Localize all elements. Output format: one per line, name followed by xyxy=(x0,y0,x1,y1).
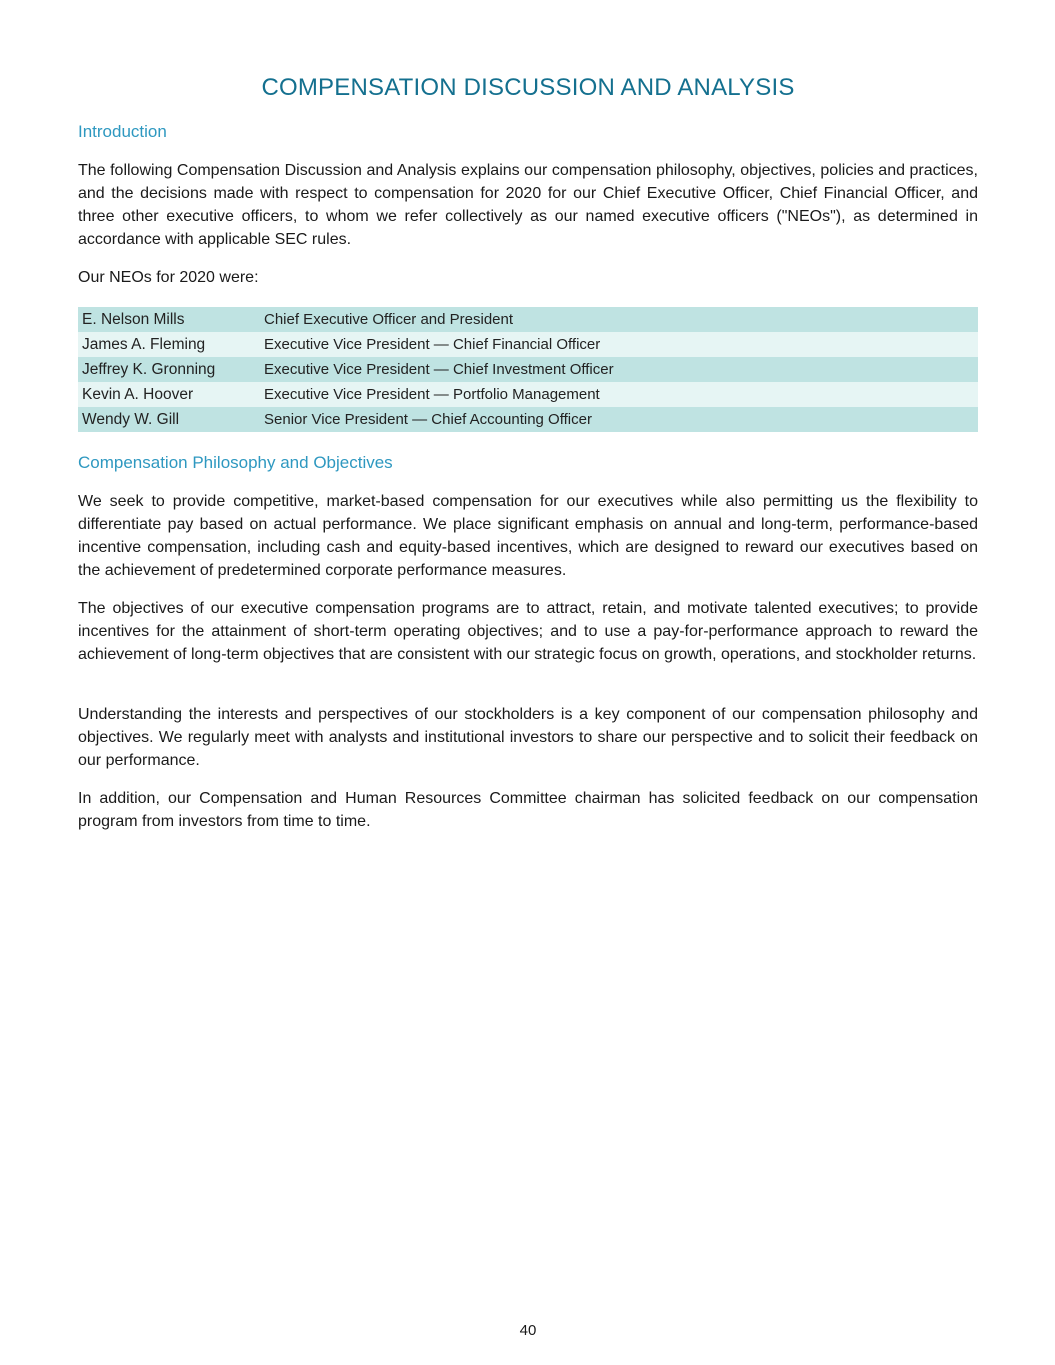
neo-name: Jeffrey K. Gronning xyxy=(78,357,260,382)
neo-title: Executive Vice President — Portfolio Management xyxy=(260,382,978,407)
neo-title: Executive Vice President — Chief Financial Officer xyxy=(260,332,978,357)
philosophy-heading: Compensation Philosophy and Objectives xyxy=(78,453,393,472)
neo-name: Kevin A. Hoover xyxy=(78,382,260,407)
feedback-paragraph: In addition, our Compensation and Human Resources Committee chairman has solicited feedback on our compensation program from investors from time to time. xyxy=(78,790,978,830)
neo-title: Executive Vice President — Chief Investment Officer xyxy=(260,357,978,382)
neo-table xyxy=(78,307,978,432)
table-row xyxy=(78,307,978,332)
neo-name: Wendy W. Gill xyxy=(78,407,260,432)
page-title: COMPENSATION DISCUSSION AND ANALYSIS xyxy=(261,74,795,101)
introduction-heading: Introduction xyxy=(78,122,167,141)
introduction-paragraph: The following Compensation Discussion and Analysis explains our compensation philosophy, objectives, policies and practices, and the decisions made with respect to compensation for 2020 for our Chief Executive Officer, Chief Financial Officer, and three other executive officers, to whom we refer collectively as our named executive officers ("NEOs"), as determined in accordance with applicable SEC rules. xyxy=(78,162,978,248)
neo-title: Senior Vice President — Chief Accounting Officer xyxy=(260,407,978,432)
neos-intro-text: Our NEOs for 2020 were: xyxy=(78,269,259,286)
philosophy-paragraph: We seek to provide competitive, market-based compensation for our executives while also permitting us the flexibility to differentiate pay based on actual performance. We place significant emphasis on annual and long-term, performance-based incentive compensation, including cash and equity-based incentives, which are designed to reward our executives based on the achievement of predetermined corporate performance measures. xyxy=(78,493,978,579)
table-row xyxy=(78,407,978,432)
table-row xyxy=(78,357,978,382)
objectives-paragraph: The objectives of our executive compensation programs are to attract, retain, and motivate talented executives; to provide incentives for the attainment of short-term operating objectives; and to use a pay-for-performance approach to reward the achievement of long-term objectives that are consistent with our strategic focus on growth, operations, and stockholder returns. xyxy=(78,600,978,663)
page-number: 40 xyxy=(519,1322,537,1339)
table-row xyxy=(78,332,978,357)
neo-title: Chief Executive Officer and President xyxy=(260,307,978,332)
neo-name: E. Nelson Mills xyxy=(78,307,260,332)
stockholders-paragraph: Understanding the interests and perspectives of our stockholders is a key component of our compensation philosophy and objectives. We regularly meet with analysts and institutional investors to share our perspective and to solicit their feedback on our performance. xyxy=(78,706,978,769)
neo-name: James A. Fleming xyxy=(78,332,260,357)
table-row xyxy=(78,382,978,407)
